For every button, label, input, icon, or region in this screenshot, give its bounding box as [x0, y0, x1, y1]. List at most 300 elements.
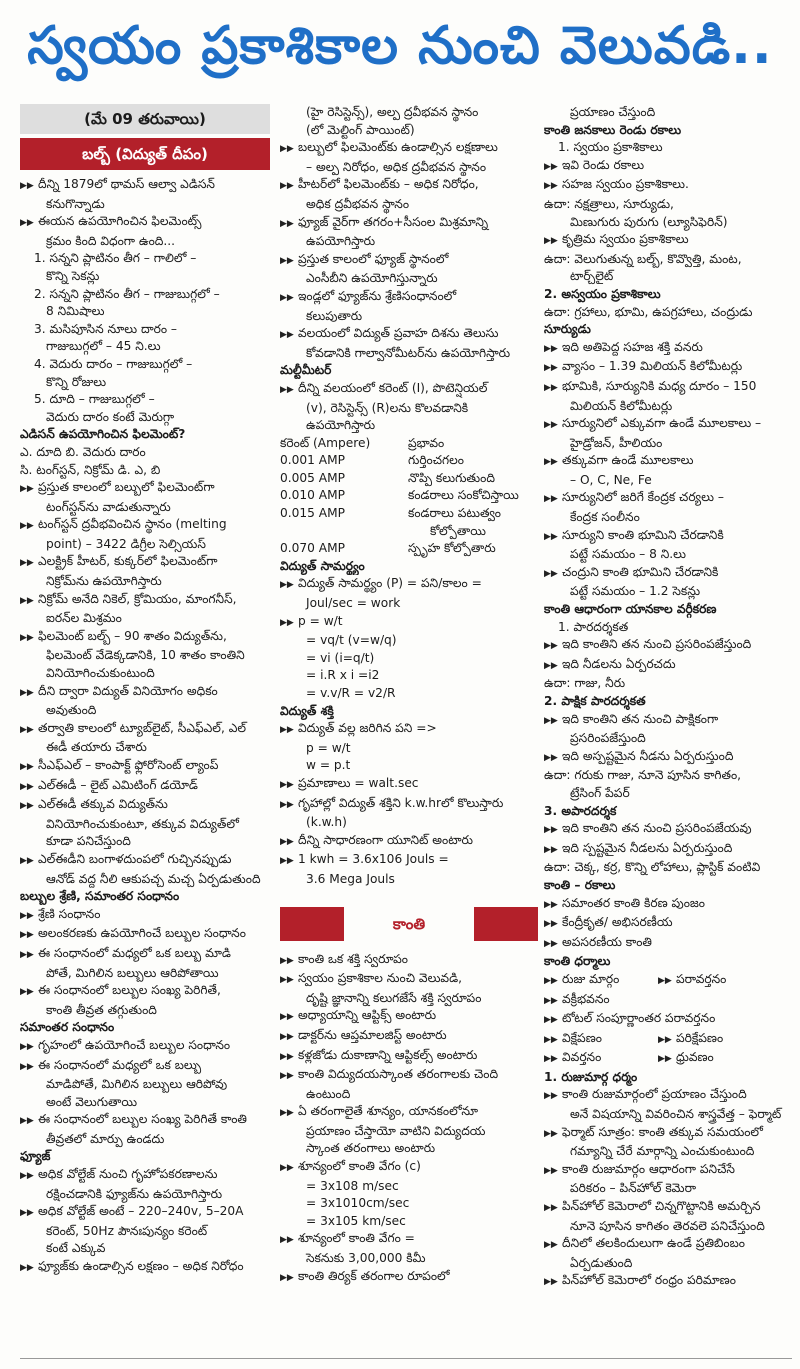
bullet-item: [280, 380, 538, 400]
bullet-text: 1 kwh = 3.6x106 Jouls =: [298, 852, 449, 867]
continuation-line: (v), రెసిస్టెన్స్ (R)లను కొలవడానికి: [306, 400, 469, 415]
double-arrow-bullet-icon: ▶▶: [544, 1277, 558, 1288]
continuation-line: ఆనోడ్ వద్ద నీలి ఆకుపచ్చ మచ్చ ఏర్పడుతుంది: [46, 871, 261, 886]
double-arrow-bullet-icon: ▶▶: [544, 181, 558, 192]
bullet-item: [544, 748, 792, 768]
bullet-text: సీఎఫ్ఎల్ – కాంపాక్ట్ ఫ్లోరోసెంట్ ల్యాంప్: [38, 758, 219, 772]
double-arrow-bullet-icon: ▶▶: [280, 1012, 294, 1023]
double-arrow-bullet-icon: ▶▶: [20, 724, 34, 735]
subheading: 1. రుజుమార్గ ధర్మం: [544, 1069, 638, 1084]
bullet-item: [20, 1111, 270, 1131]
numbered-item: 3. మసిపూసిన నూలు దారం –: [34, 321, 177, 336]
continuation-line: పట్టే సమయం – 1.2 సెకన్లు: [570, 584, 701, 599]
double-arrow-bullet-icon: ▶▶: [20, 949, 34, 960]
double-arrow-bullet-icon: ▶▶: [544, 844, 558, 855]
bullet-item: [544, 452, 792, 472]
bullet-text: కాంతి విద్యుదయస్కాంత తరంగాలకు చెంది: [298, 1067, 499, 1082]
bullet-text: ఇది కాంతిని తన నుంచి పాక్షికంగా: [562, 711, 719, 726]
plain-line: ఎ. దూది బి. వెదురు దారం: [20, 444, 146, 459]
bullet-item: [20, 925, 270, 945]
continuation-line: టార్చ్‌లైట్: [570, 269, 614, 284]
double-arrow-bullet-icon: ▶▶: [280, 1051, 294, 1062]
bottom-divider: [20, 1358, 792, 1359]
bullet-text: ఎలక్ట్రిక్ హీటర్, కుక్కర్‌లో ఫిలమెంట్‌గా: [38, 554, 218, 569]
double-arrow-bullet-icon: ▶▶: [544, 420, 558, 431]
effect-value: నొప్పి కలుగుతుంది: [408, 470, 495, 485]
double-arrow-bullet-icon: ▶▶: [280, 1235, 294, 1246]
bullet-item: [280, 139, 538, 159]
double-arrow-bullet-icon: ▶▶: [544, 1203, 558, 1214]
light-title: కాంతి: [392, 914, 426, 933]
double-arrow-bullet-icon: ▶▶: [658, 975, 672, 986]
continuation-line: పరికరం – పిన్‌హోల్ కెమెరా: [570, 1181, 697, 1196]
bullet-text: అపసరణీయ కాంతి: [562, 934, 652, 949]
bullet-item: [20, 213, 270, 233]
continuation-line: స్కాంత తరంగాలు అంటారు: [306, 1141, 436, 1156]
bullet-text: ఎల్ఈడీ – లైట్ ఎమిటింగ్ డయోడ్: [38, 777, 198, 792]
double-arrow-bullet-icon: ▶▶: [544, 531, 558, 542]
bullet-text: ఫ్యూజ్‌కు ఉండాల్సిన లక్షణం – అధిక నిరోధం: [38, 1259, 244, 1274]
bullet-text: తక్కువగా ఉండే మూలకాలు: [562, 453, 694, 468]
continuation-line: = vi (i=q/t): [306, 650, 375, 665]
double-arrow-bullet-icon: ▶▶: [20, 855, 34, 866]
bullet-text: టోటల్ సంపూర్ణాంతర పరావర్తనం: [562, 1011, 716, 1026]
bullet-item: [544, 1272, 792, 1292]
bullet-item: [280, 214, 538, 234]
continuation-line: గమ్యాన్ని చేరే మార్గాన్ని ఎంచుకుంటుంది: [570, 1144, 755, 1159]
bullet-item: [544, 176, 792, 196]
double-arrow-bullet-icon: ▶▶: [544, 1165, 558, 1176]
subheading: బల్బుల శ్రేణి, సమాంతర సంధానం: [20, 889, 180, 904]
double-arrow-bullet-icon: ▶▶: [280, 255, 294, 266]
continuation-line: ప్రయాణం చేస్తాయో వాటిని విద్యుదయ: [306, 1123, 486, 1138]
table-row: [280, 540, 519, 558]
double-arrow-bullet-icon: ▶▶: [544, 1091, 558, 1102]
double-arrow-bullet-icon: ▶▶: [280, 1163, 294, 1174]
bullet-item: [544, 358, 792, 378]
column-1: [20, 104, 270, 1278]
double-arrow-bullet-icon: ▶▶: [544, 995, 558, 1006]
bullet-text: ఇండ్లలో ఫ్యూజ్‌ను శ్రేణిసంధానంలో: [298, 288, 457, 303]
table-row: [280, 452, 519, 470]
continuation-line: కనుగొన్నాడు: [46, 196, 105, 211]
continuation-line: = 3x1010cm/sec: [306, 1196, 410, 1211]
bullet-text: నిక్రోమ్ అనేది నికెల్, క్రోమియం, మాంగనీస్,: [38, 591, 237, 606]
bullet-item: [20, 777, 270, 797]
bullet-item: [20, 906, 270, 926]
double-arrow-bullet-icon: ▶▶: [20, 1208, 34, 1219]
double-arrow-bullet-icon: ▶▶: [280, 1108, 294, 1119]
bullet-text: సమాంతర కాంతి కిరణ పుంజం: [562, 895, 705, 910]
bullet-text: అధిక వోల్టేజ్ అంటే – 220–240v, 5–20A: [38, 1204, 244, 1219]
bullet-text: ఇది అస్పష్టమైన నీడను ఏర్పరుస్తుంది: [562, 748, 734, 763]
continuation-line: point) – 3422 డిగ్రీల సెల్సియస్: [46, 536, 206, 551]
bullet-text: భూమికి, సూర్యునికి మధ్య దూరం – 150: [562, 378, 757, 393]
bullet-text: ఈ సంధానంలో బల్బుల సంఖ్య పెరిగితే,: [38, 983, 221, 998]
bullet-text: స్వయం ప్రకాశికాల నుంచి వెలువడి,: [298, 971, 462, 986]
subheading: ఫ్యూజ్: [20, 1149, 51, 1164]
subheading: విద్యుత్ శక్తి: [280, 703, 334, 718]
bullet-text: గృహాల్లో విద్యుత్ శక్తిని k.w.hrలో కొలుస్తారు: [298, 795, 504, 810]
bullet-item: [280, 951, 538, 971]
bullet-text: హీటర్‌లో ఫిలమెంట్‌కు – అధిక నిరోధం,: [298, 177, 479, 192]
effect-value: స్పృహ కోల్పోతారు: [408, 541, 496, 556]
bullet-text: దీని ద్వారా విద్యుత్ వినియోగం అధికం: [38, 683, 218, 698]
bullet-item-pair: [544, 1049, 792, 1069]
continuation-line: ట్రేసింగ్ పేపర్: [570, 785, 630, 800]
bullet-text: ఫిలమెంట్ బల్బ్ – 90 శాతం విద్యుత్‌ను,: [38, 628, 227, 643]
column-2: [280, 104, 538, 1287]
bullet-item: [20, 553, 270, 573]
continuation-line: కూడా పనిచేస్తుంది: [46, 834, 131, 849]
continuation-line: = i.R x i =i2: [306, 668, 380, 683]
bullet-text: దీన్ని వలయంలో కరెంట్ (I), పొటెన్షియల్: [298, 380, 488, 395]
double-arrow-bullet-icon: ▶▶: [20, 1116, 34, 1127]
plain-line: ఉదా: వెలుగుతున్న బల్బ్, కొవ్వొత్తి, మంట,: [544, 251, 742, 266]
double-arrow-bullet-icon: ▶▶: [20, 632, 34, 643]
bullet-text: ధ్రువణం: [676, 1050, 714, 1065]
continuation-line: హైడ్రోజన్, హీలియం: [570, 435, 663, 450]
plain-line: ఉదా: నక్షత్రాలు, సూర్యుడు,: [544, 196, 674, 211]
bullet-text: విద్యుత్ వల్ల జరిగిన పని =>: [298, 721, 437, 736]
bullet-item: [544, 711, 792, 731]
double-arrow-bullet-icon: ▶▶: [280, 725, 294, 736]
continuation-line: – అల్ప నిరోధం, అధిక ద్రవీభవన స్థానం: [306, 159, 487, 174]
numbered-item: 1. సన్నని ప్లాటినం తీగ – గాలిలో –: [34, 251, 197, 266]
bullet-item: [280, 795, 538, 815]
double-arrow-bullet-icon: ▶▶: [544, 899, 558, 910]
bullet-text: ఏ తరంగాలైతే శూన్యం, యానకంలోనూ: [298, 1104, 479, 1119]
current-effects-table: [280, 435, 519, 558]
bullet-item: [20, 796, 270, 816]
numbered-item: 1. పారదర్శకత: [558, 619, 629, 634]
double-arrow-bullet-icon: ▶▶: [544, 825, 558, 836]
bullet-item: [280, 1007, 538, 1027]
bullet-item: [20, 1258, 270, 1278]
double-arrow-bullet-icon: ▶▶: [280, 1272, 294, 1283]
bullet-item-pair: [544, 1030, 792, 1050]
subheading: విద్యుత్ సామర్థ్యం: [280, 558, 365, 573]
continuation-line: కొన్ని రోజులు: [46, 374, 107, 389]
bullet-text: ఈ సంధానంలో మధ్యలో ఒక బల్బు మాడి: [38, 945, 231, 960]
bullet-item: [544, 840, 792, 860]
bullet-item: [280, 325, 538, 345]
bullet-item: [280, 1158, 538, 1178]
subheading: కాంతి – రకాలు: [544, 877, 616, 892]
bullet-item: [280, 720, 538, 740]
numbered-item: 4. వెదురు దారం – గాజుబుగ్గలో –: [34, 356, 193, 371]
double-arrow-bullet-icon: ▶▶: [20, 910, 34, 921]
bullet-text: పరావర్తనం: [676, 971, 727, 986]
double-arrow-bullet-icon: ▶▶: [280, 1031, 294, 1042]
double-arrow-bullet-icon: ▶▶: [544, 1240, 558, 1251]
bullet-text: కాంతి తిర్యక్ తరంగాల రూపంలో: [298, 1268, 450, 1283]
double-arrow-bullet-icon: ▶▶: [20, 1171, 34, 1182]
bullet-item: [280, 970, 538, 990]
bullet-item: [280, 775, 538, 795]
continuation-line: 8 నిమిషాలు: [46, 304, 105, 319]
double-arrow-bullet-icon: ▶▶: [658, 1054, 672, 1065]
double-arrow-bullet-icon: ▶▶: [20, 930, 34, 941]
subheading: 2. అస్వయం ప్రకాశికాలు: [544, 286, 661, 301]
bullet-item: [544, 820, 792, 840]
red-bar-right: [474, 907, 538, 941]
continuation-line: ఉపయోగిస్తారు: [306, 418, 376, 433]
bullet-item: [544, 991, 792, 1011]
continuation-line: కరెంట్, 50Hz పౌనఃపున్యం కరెంట్: [46, 1223, 208, 1238]
bullet-text: శూన్యంలో కాంతి వేగం (c): [298, 1159, 421, 1174]
table-header-effect: ప్రభావం: [408, 435, 445, 450]
continuation-line: అవుతుంది: [46, 703, 97, 718]
bullet-text: బల్బులో ఫిలమెంట్‌కు ఉండాల్సిన లక్షణాలు: [298, 140, 498, 155]
col2-list-top: [280, 104, 538, 435]
double-arrow-bullet-icon: ▶▶: [280, 384, 294, 395]
bullet-text: సూర్యునిలో జరిగే కేంద్రక చర్యలు –: [562, 490, 724, 505]
double-arrow-bullet-icon: ▶▶: [20, 781, 34, 792]
continuation-line: (హై రెసిస్టెన్స్), అల్ప ద్రవీభవన స్థానం: [306, 105, 479, 119]
continuation-line: కోవడానికి గాల్వానోమీటర్‌ను ఉపయోగిస్తారు: [306, 345, 511, 360]
double-arrow-bullet-icon: ▶▶: [544, 343, 558, 354]
double-arrow-bullet-icon: ▶▶: [20, 1061, 34, 1072]
bullet-text: విక్షేపణం: [562, 1030, 602, 1045]
bullet-item: [20, 851, 270, 871]
double-arrow-bullet-icon: ▶▶: [544, 919, 558, 930]
double-arrow-bullet-icon: ▶▶: [20, 595, 34, 606]
subheading: కాంతి ఆధారంగా యానకాల వర్గీకరణ: [544, 602, 717, 617]
bullet-text: అధిక వోల్టేజ్ నుంచి గృహోపకరణాలను: [38, 1167, 218, 1182]
subheading: సమాంతర సంధానం: [20, 1020, 115, 1035]
continuation-line: (లో మెల్టింగ్ పాయింట్): [306, 122, 415, 137]
double-arrow-bullet-icon: ▶▶: [544, 1128, 558, 1139]
bullet-text: పిన్‌హోల్ కెమెరాలో చిన్నగొట్టానికి అమర్చిన: [562, 1199, 761, 1214]
plain-line: ఉదా: గాజు, నీరు: [544, 676, 626, 691]
continuation-line: కంటే ఎక్కువ: [46, 1241, 106, 1256]
bullet-text: అలంకరణకు ఉపయోగించే బల్బుల సంధానం: [38, 926, 246, 941]
bullet-text: ప్రమాణాలు = walt.sec: [298, 775, 419, 790]
bullet-item: [544, 378, 792, 398]
continuation-line: = v.v/R = v2/R: [306, 686, 396, 700]
bullet-item: [544, 914, 792, 934]
bullet-item: [280, 575, 538, 595]
subheading: మల్టీమీటర్: [280, 363, 332, 378]
continuation-line: (k.w.h): [306, 815, 347, 830]
bullet-text: ఎల్ఈడీ తక్కువ విద్యుత్‌ను: [38, 797, 168, 812]
bullet-item: [280, 1047, 538, 1067]
double-arrow-bullet-icon: ▶▶: [544, 494, 558, 505]
double-arrow-bullet-icon: ▶▶: [544, 641, 558, 652]
bullet-item: [20, 1203, 270, 1223]
bullet-text: డాక్టర్‌ను ఆప్తమాలజిస్ట్ అంటారు: [298, 1027, 447, 1042]
bullet-item: [20, 982, 270, 1002]
continuation-line: గాజుబుగ్గలో – 45 ని.లు: [46, 339, 161, 354]
bullet-text: కాంతి ఒక శక్తి స్వరూపం: [298, 951, 408, 966]
double-arrow-bullet-icon: ▶▶: [544, 1034, 558, 1045]
continuation-line: కలుపుతారు: [306, 308, 363, 323]
double-arrow-bullet-icon: ▶▶: [20, 1041, 34, 1052]
continuation-line: అనే విషయాన్ని వివరించిన శాస్త్రవేత్త – ఫెర్మాట్: [570, 1107, 782, 1122]
bullet-text: ఇది అతిపెద్ద సహజ శక్తి వనరు: [562, 339, 703, 354]
continuation-line: ఈడీ తయారు చేశారు: [46, 740, 147, 755]
continuation-line: = 3x105 km/sec: [306, 1213, 406, 1228]
bullet-item: [544, 1086, 792, 1106]
continuation-line: w = p.t: [306, 758, 351, 773]
subheading: కాంతి జనకాలు రెండు రకాలు: [544, 122, 682, 137]
bullet-text: వలయంలో విద్యుత్ ప్రవాహ దిశను తెలుసు: [298, 326, 499, 341]
double-arrow-bullet-icon: ▶▶: [280, 1071, 294, 1082]
bullet-text: చంద్రుని కాంతి భూమిని చేరడానికి: [562, 564, 719, 579]
double-arrow-bullet-icon: ▶▶: [20, 558, 34, 569]
subheading: కాంతి ధర్మాలు: [544, 954, 611, 969]
bullet-text: ఇవి రెండు రకాలు: [562, 157, 645, 172]
double-arrow-bullet-icon: ▶▶: [280, 144, 294, 155]
bullet-item: [280, 851, 538, 871]
bullet-text: సూర్యుని కాంతి భూమిని చేరడానికి: [562, 527, 724, 542]
red-bar-left: [280, 907, 344, 941]
bullet-item: [544, 1198, 792, 1218]
bullet-item: [280, 832, 538, 852]
continuation-line: ఎంసీబీని ఉపయోగిస్తున్నారు: [306, 271, 438, 286]
continuation-line: మిలియన్ కిలోమీటర్లు: [570, 398, 673, 413]
double-arrow-bullet-icon: ▶▶: [544, 568, 558, 579]
double-arrow-bullet-icon: ▶▶: [280, 292, 294, 303]
bullet-text: కళ్లజోడు దుకాణాన్ని ఆప్టికల్స్ అంటారు: [298, 1047, 478, 1062]
double-arrow-bullet-icon: ▶▶: [544, 363, 558, 374]
current-value: [280, 523, 408, 541]
bullet-text: ప్రస్తుత కాలంలో ఫ్యూజ్ స్థానంలో: [298, 251, 449, 266]
bullet-text: టంగ్‌స్టన్ ద్రవీభవించిన స్థానం (melting: [38, 517, 227, 532]
current-value: 0.070 AMP: [280, 541, 345, 556]
bullet-item: [544, 656, 792, 676]
bullet-text: ఎల్ఈడీని బంగాళదుంపలో గుచ్చినప్పుడు: [38, 851, 232, 866]
double-arrow-bullet-icon: ▶▶: [280, 779, 294, 790]
continuation-line: 3.6 Mega Jouls: [306, 871, 395, 886]
table-row: [280, 470, 519, 488]
bullet-text: ఇది స్పష్టమైన నీడలను ఏర్పరుస్తుంది: [562, 840, 733, 855]
continuation-line: వెదురు దారం కంటే మెరుగ్గా: [46, 409, 175, 424]
double-arrow-bullet-icon: ▶▶: [280, 799, 294, 810]
table-header-row: [280, 435, 519, 453]
continuation-line: కేంద్రక సంలీనం: [570, 510, 640, 525]
continuation-line: కాంతి తీవ్రత తగ్గుతుంది: [46, 1002, 157, 1017]
bullet-item: [20, 516, 270, 536]
continuation-line: దృష్టి జ్ఞానాన్ని కలుగజేసే శక్తి స్వరూపం: [306, 990, 482, 1005]
continuation-line: పట్టే సమయం – 8 ని.లు: [570, 547, 687, 562]
page-headline: స్వయం ప్రకాశికాల నుంచి వెలువడి..: [27, 16, 773, 76]
continued-note: (మే 09 తరువాయి): [20, 104, 270, 134]
bullet-item: [20, 945, 270, 965]
continuation-line: వినియోగించుకుంటుంది: [46, 666, 155, 681]
section-title-light: [280, 907, 538, 941]
effect-value: గుర్తించగలం: [408, 453, 464, 468]
bullet-text: పిన్‌హోల్ కెమెరాలో రంధ్రం పరిమాణం: [562, 1273, 736, 1288]
bullet-item: [544, 636, 792, 656]
bullet-item: [280, 1027, 538, 1047]
numbered-item: 2. సన్నని ప్లాటినం తీగ – గాజుబుగ్గలో –: [34, 286, 220, 301]
double-arrow-bullet-icon: ▶▶: [544, 975, 558, 986]
bullet-text: p = w/t: [298, 613, 343, 628]
bullet-text: గృహంలో ఉపయోగించే బల్బుల సంధానం: [38, 1037, 231, 1052]
double-arrow-bullet-icon: ▶▶: [658, 1034, 672, 1045]
double-arrow-bullet-icon: ▶▶: [544, 938, 558, 949]
continuation-line: పోతే, మిగిలిన బల్బులు ఆరిపోతాయి: [46, 965, 219, 980]
double-arrow-bullet-icon: ▶▶: [280, 330, 294, 341]
bullet-text: దీనిలో తలకిందులుగా ఉండే ప్రతిబింబం: [562, 1236, 745, 1251]
bullet-text: ఈ సంధానంలో బల్బుల సంఖ్య పెరిగితే కాంతి: [38, 1112, 247, 1127]
bullet-item: [544, 564, 792, 584]
bullet-text: కాంతి రుజుమార్గం ఆధారంగా పనిచేసే: [562, 1161, 735, 1176]
bullet-text: కృత్రిమ స్వయం ప్రకాశికాలు: [562, 232, 689, 247]
double-arrow-bullet-icon: ▶▶: [280, 975, 294, 986]
bullet-item-pair: [544, 971, 792, 991]
double-arrow-bullet-icon: ▶▶: [20, 801, 34, 812]
continuation-line: – O, C, Ne, Fe: [570, 472, 652, 487]
bullet-text: కాంతి రుజుమార్గంలో ప్రయాణం చేస్తుంది: [562, 1087, 747, 1102]
table-row: [280, 487, 519, 505]
bullet-text: శూన్యంలో కాంతి వేగం =: [298, 1231, 415, 1246]
bullet-item: [544, 1010, 792, 1030]
double-arrow-bullet-icon: ▶▶: [280, 836, 294, 847]
bullet-text: రుజు మార్గం: [562, 971, 620, 986]
bullet-text: ప్రస్తుత కాలంలో బల్బులో ఫిలమెంట్‌గా: [38, 480, 215, 495]
subheading: 2. పాక్షిక పారదర్శకత: [544, 694, 646, 708]
double-arrow-bullet-icon: ▶▶: [544, 1015, 558, 1026]
bullet-item: [20, 479, 270, 499]
double-arrow-bullet-icon: ▶▶: [20, 521, 34, 532]
bullet-item: [544, 157, 792, 177]
bullet-item: [544, 415, 792, 435]
bullet-item: [544, 339, 792, 359]
bullet-item: [544, 895, 792, 915]
table-row: [280, 523, 519, 541]
continuation-line: వినియోగించుకుంటూ, తక్కువ విద్యుత్‌లో: [46, 816, 239, 831]
continuation-line: ఐరన్‌ల మిశ్రమం: [46, 611, 122, 626]
continuation-line: మిణుగురు పురుగు (ల్యూసిఫెరిన్): [570, 214, 728, 229]
double-arrow-bullet-icon: ▶▶: [20, 987, 34, 998]
bullet-text: ఇది నీడలను ఏర్పరచదు: [562, 656, 676, 671]
bullet-item: [280, 613, 538, 633]
bullet-text: ఫెర్మాట్ సూత్రం: కాంతి తక్కువ సమయంలో: [562, 1124, 763, 1139]
continuation-line: రక్షించడానికి ఫ్యూజ్‌ను ఉపయోగిస్తారు: [46, 1186, 223, 1201]
bullet-item: [20, 683, 270, 703]
continuation-line: క్రమం కింది విధంగా ఉంది...: [46, 233, 176, 248]
bullet-item: [280, 251, 538, 271]
continuation-line: ఉపయోగిస్తారు: [306, 234, 376, 249]
continuation-line: = 3x108 m/sec: [306, 1178, 399, 1193]
section-title-bulb: బల్బ్ (విద్యుత్ దీపం): [20, 138, 270, 170]
continuation-line: ఫిలమెంట్ వేడెక్కడానికి, 10 శాతం కాంతిని: [46, 648, 245, 663]
bullet-text: అధ్యాయాన్ని ఆప్టిక్స్ అంటారు: [298, 1008, 437, 1023]
continuation-line: p = w/t: [306, 740, 351, 755]
continuation-line: అధిక ద్రవీభవన స్థానం: [306, 196, 410, 211]
continuation-line: నూనె పూసిన కాగితం తెరవలె పనిచేస్తుంది: [570, 1218, 765, 1233]
subheading: ఎడిసన్ ఉపయోగించిన ఫిలమెంట్?: [20, 427, 186, 442]
double-arrow-bullet-icon: ▶▶: [280, 856, 294, 867]
bullet-item: [280, 1268, 538, 1288]
bullet-item: [20, 1037, 270, 1057]
double-arrow-bullet-icon: ▶▶: [544, 236, 558, 247]
bullet-text: దీన్ని సాధారణంగా యూనిట్ అంటారు: [298, 832, 473, 847]
subheading: 3. అపారదర్శక: [544, 803, 617, 818]
double-arrow-bullet-icon: ▶▶: [544, 161, 558, 172]
continuation-line: కొన్ని సెకన్లు: [46, 268, 100, 283]
bullet-text: వక్రీభవనం: [562, 991, 610, 1006]
double-arrow-bullet-icon: ▶▶: [20, 762, 34, 772]
bullet-item: [544, 934, 792, 954]
bullet-item: [20, 176, 270, 196]
continuation-line: ఏర్పడుతుంది: [570, 1255, 633, 1270]
double-arrow-bullet-icon: ▶▶: [20, 484, 34, 495]
bullet-text: వ్యాసం – 1.39 మిలియన్ కిలోమీటర్లు: [562, 359, 743, 374]
